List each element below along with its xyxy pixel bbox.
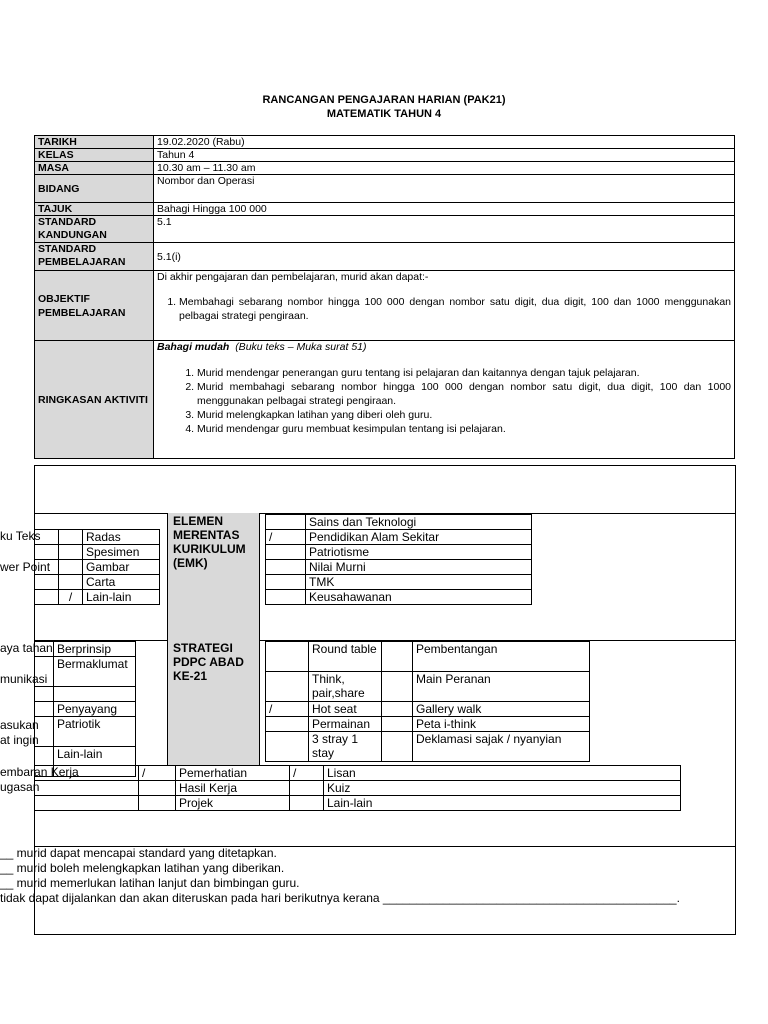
strategi-row bbox=[266, 717, 590, 732]
emk-heading: ELEMEN MERENTAS KURIKULUM (EMK) bbox=[173, 514, 246, 570]
pentaksiran-label: Lisan bbox=[324, 766, 681, 781]
strategi-mark bbox=[266, 717, 309, 732]
nilai-cut-label: aya tahan bbox=[0, 641, 53, 655]
emk-mark: / bbox=[266, 530, 306, 545]
emk-row bbox=[266, 560, 532, 575]
nilai-label: Patriotik bbox=[54, 717, 136, 747]
pentaksiran-mark: / bbox=[290, 766, 324, 781]
strategi-label: Peta i-think bbox=[413, 717, 590, 732]
standard-pembelajaran-label: STANDARD PEMBELAJARAN bbox=[35, 243, 154, 271]
nilai-table bbox=[34, 641, 136, 777]
ringkasan-item: 2. Murid membahagi sebarang nombor hingga 100 000 dengan nombor satu digit, dua digit, 100 dan 1000 menggunakan pelbagai strategi pengiraan. bbox=[197, 380, 731, 408]
strategi-table bbox=[265, 641, 590, 762]
strategi-label: Gallery walk bbox=[413, 702, 590, 717]
strategi-mark bbox=[266, 642, 309, 672]
pentaksiran-label: Projek bbox=[176, 796, 290, 811]
nilai-mark bbox=[35, 642, 54, 657]
bbm-mark bbox=[59, 560, 83, 575]
lesson-info-table bbox=[34, 135, 735, 459]
emk-row bbox=[266, 575, 532, 590]
pentaksiran-label: Kuiz bbox=[324, 781, 681, 796]
ringkasan-list bbox=[157, 366, 731, 436]
bbm-mark: / bbox=[59, 590, 83, 605]
nilai-label: Penyayang bbox=[54, 702, 136, 717]
strategi-mark bbox=[382, 672, 413, 702]
emk-label: Patriotisme bbox=[306, 545, 532, 560]
nilai-mark bbox=[35, 717, 54, 747]
tajuk-label: TAJUK bbox=[35, 203, 154, 216]
bbm-blank bbox=[35, 530, 59, 545]
pentaksiran-mark: / bbox=[139, 766, 176, 781]
bbm-row bbox=[35, 530, 160, 545]
strategi-label: Permainan bbox=[309, 717, 382, 732]
pentaksiran-table bbox=[34, 765, 681, 811]
pentaksiran-row bbox=[35, 796, 681, 811]
strategi-mark bbox=[266, 672, 309, 702]
emk-mark bbox=[266, 560, 306, 575]
masa-value: 10.30 am – 11.30 am bbox=[154, 162, 735, 175]
strategi-heading: STRATEGI PDPC ABAD KE-21 bbox=[173, 641, 244, 683]
strategi-label: 3 stray 1 stay bbox=[309, 732, 382, 762]
refleksi-line: __ murid dapat mencapai standard yang ditetapkan. bbox=[0, 846, 277, 860]
strategi-mark bbox=[382, 702, 413, 717]
strategi-label: Hot seat bbox=[309, 702, 382, 717]
nilai-label bbox=[54, 687, 136, 702]
nilai-label: Lain-lain bbox=[54, 747, 136, 777]
bbm-label: Radas bbox=[83, 530, 160, 545]
tarikh-label: TARIKH bbox=[35, 136, 154, 149]
bbm-blank bbox=[35, 590, 59, 605]
refleksi-block bbox=[0, 846, 680, 906]
bbm-label: Lain-lain bbox=[83, 590, 160, 605]
pentaksiran-mark bbox=[139, 781, 176, 796]
emk-mark bbox=[266, 515, 306, 530]
pentaksiran-blank bbox=[35, 781, 139, 796]
bbm-mark bbox=[59, 575, 83, 590]
ringkasan-cell bbox=[154, 341, 735, 459]
emk-label: Keusahawanan bbox=[306, 590, 532, 605]
pentaksiran-label: Lain-lain bbox=[324, 796, 681, 811]
bbm-cut-label: ku Teks bbox=[0, 529, 41, 543]
emk-row bbox=[266, 590, 532, 605]
strategi-row bbox=[266, 642, 590, 672]
objektif-cell bbox=[154, 271, 735, 341]
nilai-row bbox=[35, 702, 136, 717]
strategi-label: Main Peranan bbox=[413, 672, 590, 702]
objektif-label: OBJEKTIF PEMBELAJARAN bbox=[35, 271, 154, 341]
emk-mark bbox=[266, 545, 306, 560]
bbm-row bbox=[35, 575, 160, 590]
standard-kandungan-value: 5.1 bbox=[154, 216, 735, 243]
strategi-label: Round table bbox=[309, 642, 382, 672]
nilai-label: Bermaklumat bbox=[54, 657, 136, 687]
nilai-cut-label: at ingin bbox=[0, 733, 39, 747]
standard-kandungan-label: STANDARD KANDUNGAN bbox=[35, 216, 154, 243]
ringkasan-item: 3. Murid melengkapkan latihan yang diberi oleh guru. bbox=[197, 408, 731, 422]
emk-row bbox=[266, 530, 532, 545]
tarikh-value: 19.02.2020 (Rabu) bbox=[154, 136, 735, 149]
strategi-mark bbox=[382, 642, 413, 672]
bbm-row bbox=[35, 545, 160, 560]
strategi-mark bbox=[382, 717, 413, 732]
emk-label: Sains dan Teknologi bbox=[306, 515, 532, 530]
pentaksiran-blank bbox=[35, 796, 139, 811]
nilai-label: Berprinsip bbox=[54, 642, 136, 657]
ringkasan-label: RINGKASAN AKTIVITI bbox=[35, 341, 154, 459]
bbm-blank bbox=[35, 545, 59, 560]
pentaksiran-row bbox=[35, 781, 681, 796]
objektif-intro: Di akhir pengajaran dan pembelajaran, murid akan dapat:- bbox=[157, 271, 429, 283]
emk-row bbox=[266, 545, 532, 560]
pentaksiran-mark bbox=[290, 781, 324, 796]
emk-label: TMK bbox=[306, 575, 532, 590]
bbm-blank bbox=[35, 575, 59, 590]
bbm-mark bbox=[59, 530, 83, 545]
pentaksiran-mark bbox=[290, 796, 324, 811]
ringkasan-title: Bahagi mudah bbox=[157, 341, 230, 353]
strategi-row bbox=[266, 702, 590, 717]
nilai-mark bbox=[35, 687, 54, 702]
refleksi-line: __ murid boleh melengkapkan latihan yang diberikan. bbox=[0, 861, 285, 875]
objektif-item: 1. Membahagi sebarang nombor hingga 100 000 dengan nombor satu digit, dua digit, 100 dan 1000 menggunakan pelbagai strategi pengiraan. bbox=[179, 295, 731, 323]
strategi-label: Think, pair,share bbox=[309, 672, 382, 702]
nilai-mark bbox=[35, 657, 54, 687]
document-subtitle: MATEMATIK TAHUN 4 bbox=[326, 108, 442, 120]
nilai-row bbox=[35, 657, 136, 687]
pentaksiran-row bbox=[35, 766, 681, 781]
emk-table bbox=[265, 514, 532, 605]
document-title: RANCANGAN PENGAJARAN HARIAN (PAK21) bbox=[262, 94, 506, 106]
strategi-row bbox=[266, 732, 590, 762]
strategi-mark bbox=[266, 732, 309, 762]
nilai-row bbox=[35, 717, 136, 747]
bbm-label: Carta bbox=[83, 575, 160, 590]
nilai-row bbox=[35, 687, 136, 702]
pentaksiran-label: Pemerhatian bbox=[176, 766, 290, 781]
bbm-table bbox=[34, 529, 160, 605]
refleksi-line: tidak dapat dijalankan dan akan diteruskan pada hari berikutnya kerana ____________________________________________. bbox=[0, 891, 680, 905]
strategi-mark: / bbox=[266, 702, 309, 717]
emk-mark bbox=[266, 590, 306, 605]
strategi-row bbox=[266, 672, 590, 702]
kelas-value: Tahun 4 bbox=[154, 149, 735, 162]
bbm-cut-label: wer Point bbox=[0, 560, 51, 574]
emk-label: Pendidikan Alam Sekitar bbox=[306, 530, 532, 545]
bbm-row bbox=[35, 590, 160, 605]
refleksi-line: __ murid memerlukan latihan lanjut dan bimbingan guru. bbox=[0, 876, 300, 890]
ringkasan-ref: (Buku teks – Muka surat 51) bbox=[235, 341, 367, 353]
pentaksiran-cut-label: embaran Kerja bbox=[0, 765, 79, 779]
nilai-mark bbox=[35, 702, 54, 717]
bbm-row bbox=[35, 560, 160, 575]
tajuk-value: Bahagi Hingga 100 000 bbox=[154, 203, 735, 216]
bidang-value: Nombor dan Operasi bbox=[154, 175, 735, 203]
pentaksiran-cut-label: ugasan bbox=[0, 780, 40, 794]
ringkasan-item: 1. Murid mendengar penerangan guru tentang isi pelajaran dan kaitannya dengan tajuk pelajaran. bbox=[197, 366, 731, 380]
strategi-label: Deklamasi sajak / nyanyian bbox=[413, 732, 590, 762]
bbm-label: Gambar bbox=[83, 560, 160, 575]
pentaksiran-blank bbox=[35, 766, 139, 781]
nilai-cut-label: asukan bbox=[0, 718, 39, 732]
pentaksiran-mark bbox=[139, 796, 176, 811]
emk-label: Nilai Murni bbox=[306, 560, 532, 575]
emk-row bbox=[266, 515, 532, 530]
nilai-row bbox=[35, 642, 136, 657]
bbm-label: Spesimen bbox=[83, 545, 160, 560]
bidang-label: BIDANG bbox=[35, 175, 154, 203]
objektif-list bbox=[157, 295, 731, 323]
strategi-mark bbox=[382, 732, 413, 762]
emk-mark bbox=[266, 575, 306, 590]
nilai-cut-label: munikasi bbox=[0, 672, 48, 686]
standard-pembelajaran-value: 5.1(i) bbox=[154, 243, 735, 271]
bbm-mark bbox=[59, 545, 83, 560]
kelas-label: KELAS bbox=[35, 149, 154, 162]
strategi-label: Pembentangan bbox=[413, 642, 590, 672]
pentaksiran-label: Hasil Kerja bbox=[176, 781, 290, 796]
masa-label: MASA bbox=[35, 162, 154, 175]
ringkasan-item: 4. Murid mendengar guru membuat kesimpulan tentang isi pelajaran. bbox=[197, 422, 731, 436]
bbm-blank bbox=[35, 560, 59, 575]
